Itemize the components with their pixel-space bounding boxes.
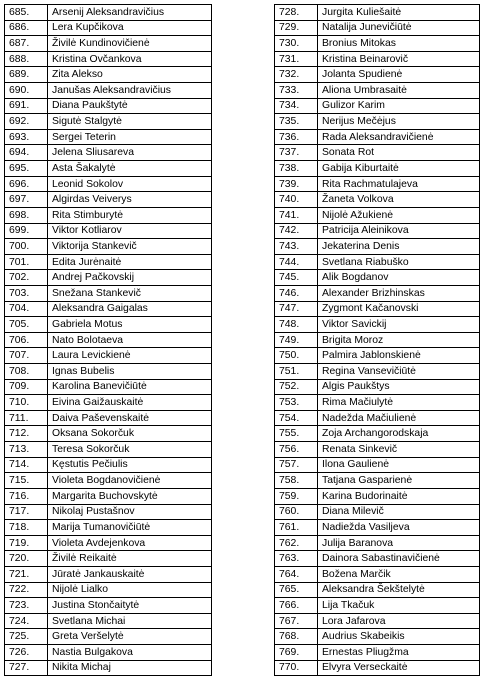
table-row [275,317,480,333]
row-number: 697. [5,192,48,208]
row-number: 699. [5,223,48,239]
row-number: 707. [5,348,48,364]
person-name: Svetlana Riabuško [318,254,480,270]
row-number: 686. [5,20,48,36]
person-name: Regina Vansevičiūtė [318,364,480,380]
person-name: Zoja Archangorodskaja [318,426,480,442]
person-name: Gabija Kiburtaitė [318,161,480,177]
row-number: 695. [5,161,48,177]
row-number: 758. [275,473,318,489]
person-name: Brigita Moroz [318,332,480,348]
person-name: Jūratė Jankauskaitė [48,566,212,582]
person-name: Lera Kupčikova [48,20,212,36]
row-number: 691. [5,98,48,114]
table-row [5,301,212,317]
person-name: Violeta Avdejenkova [48,535,212,551]
table-row [275,301,480,317]
person-name: Jurgita Kuliešaitė [318,5,480,21]
person-name: Živilė Kundinovičienė [48,36,212,52]
person-name: Karina Budorinaitė [318,488,480,504]
person-name: Daiva Paševenskaitė [48,410,212,426]
person-name: Algirdas Veiverys [48,192,212,208]
row-number: 722. [5,582,48,598]
table-row [275,598,480,614]
table-row [275,629,480,645]
person-name: Palmira Jablonskienė [318,348,480,364]
table-row [5,317,212,333]
person-name: Andrej Pačkovskij [48,270,212,286]
person-name: Nerijus Mečėjus [318,114,480,130]
table-row [275,442,480,458]
row-number: 745. [275,270,318,286]
table-row [275,223,480,239]
row-number: 720. [5,551,48,567]
table-row [5,83,212,99]
row-number: 733. [275,83,318,99]
person-name: Sergei Teterin [48,129,212,145]
row-number: 709. [5,379,48,395]
row-number: 724. [5,613,48,629]
table-row [275,129,480,145]
table-row [5,161,212,177]
table-row [5,254,212,270]
row-number: 756. [275,442,318,458]
person-name: Diana Milevič [318,504,480,520]
person-name: Aleksandra Šekštelytė [318,582,480,598]
row-number: 708. [5,364,48,380]
table-row [275,410,480,426]
person-name: Greta Veršelytė [48,629,212,645]
row-number: 711. [5,410,48,426]
person-name: Karolina Banevičiūtė [48,379,212,395]
row-number: 740. [275,192,318,208]
person-name: Algis Paukštys [318,379,480,395]
row-number: 770. [275,660,318,676]
person-name: Viktor Kotliarov [48,223,212,239]
person-name: Marija Tumanovičiūtė [48,520,212,536]
person-name: Kristina Beinarovič [318,51,480,67]
table-row [5,239,212,255]
table-row [275,473,480,489]
table-row [275,207,480,223]
person-name: Edita Jurėnaitė [48,254,212,270]
row-number: 688. [5,51,48,67]
row-number: 732. [275,67,318,83]
row-number: 753. [275,395,318,411]
table-row [5,20,212,36]
row-number: 759. [275,488,318,504]
person-name: Rita Stimburytė [48,207,212,223]
person-name: Snežana Stankevič [48,285,212,301]
row-number: 701. [5,254,48,270]
table-row [5,504,212,520]
table-row [5,379,212,395]
table-row [275,395,480,411]
table-row [275,644,480,660]
roster-table-left [4,4,212,676]
table-row [275,364,480,380]
person-name: Nadežda Mačiulienė [318,410,480,426]
table-row [275,270,480,286]
person-name: Jolanta Spudienė [318,67,480,83]
person-name: Ignas Bubelis [48,364,212,380]
table-row [5,176,212,192]
row-number: 706. [5,332,48,348]
table-row [5,551,212,567]
person-name: Kristina Ovčankova [48,51,212,67]
table-row [275,613,480,629]
table-row [5,535,212,551]
row-number: 757. [275,457,318,473]
table-row [5,566,212,582]
row-number: 747. [275,301,318,317]
person-name: Jelena Sliusareva [48,145,212,161]
person-name: Aliona Umbrasaitė [318,83,480,99]
table-row [5,598,212,614]
person-name: Elvyra Verseckaitė [318,660,480,676]
row-number: 749. [275,332,318,348]
table-row [275,582,480,598]
table-row [5,67,212,83]
table-row [275,551,480,567]
person-name: Alexander Brizhinskas [318,285,480,301]
table-row [275,83,480,99]
row-number: 719. [5,535,48,551]
row-number: 769. [275,644,318,660]
row-number: 730. [275,36,318,52]
table-row [5,629,212,645]
row-number: 752. [275,379,318,395]
person-name: Rita Rachmatulajeva [318,176,480,192]
table-row [5,520,212,536]
table-row [275,114,480,130]
person-name: Nadiežda Vasiljeva [318,520,480,536]
row-number: 728. [275,5,318,21]
row-number: 741. [275,207,318,223]
table-row [275,348,480,364]
person-name: Kęstutis Pečiulis [48,457,212,473]
table-row [275,535,480,551]
person-name: Asta Šakalytė [48,161,212,177]
row-number: 713. [5,442,48,458]
table-row [275,566,480,582]
person-name: Gulizor Karim [318,98,480,114]
table-row [5,582,212,598]
row-number: 705. [5,317,48,333]
table-row [5,442,212,458]
person-name: Rima Mačiulytė [318,395,480,411]
table-row [5,192,212,208]
table-row [5,223,212,239]
row-number: 692. [5,114,48,130]
person-name: Ernestas Pliugžma [318,644,480,660]
person-name: Zygmont Kačanovski [318,301,480,317]
roster-table-right [274,4,480,676]
table-row [5,285,212,301]
table-row [5,457,212,473]
row-number: 754. [275,410,318,426]
row-number: 764. [275,566,318,582]
row-number: 755. [275,426,318,442]
person-name: Nijolė Ažukienė [318,207,480,223]
row-number: 712. [5,426,48,442]
table-row [275,98,480,114]
row-number: 750. [275,348,318,364]
table-row [5,364,212,380]
table-row [5,5,212,21]
row-number: 726. [5,644,48,660]
row-number: 717. [5,504,48,520]
person-name: Božena Marčik [318,566,480,582]
table-row [5,488,212,504]
row-number: 700. [5,239,48,255]
table-row [5,51,212,67]
row-number: 721. [5,566,48,582]
table-row [5,98,212,114]
row-number: 702. [5,270,48,286]
table-row [275,379,480,395]
row-number: 693. [5,129,48,145]
person-name: Justina Stončaitytė [48,598,212,614]
row-number: 725. [5,629,48,645]
person-name: Nato Bolotaeva [48,332,212,348]
row-number: 737. [275,145,318,161]
person-name: Laura Levickienė [48,348,212,364]
table-row [5,613,212,629]
table-row [5,36,212,52]
row-number: 736. [275,129,318,145]
table-row [5,348,212,364]
table-row [5,129,212,145]
row-number: 765. [275,582,318,598]
person-name: Živilė Reikaitė [48,551,212,567]
row-number: 761. [275,520,318,536]
row-number: 715. [5,473,48,489]
table-row [5,332,212,348]
row-number: 714. [5,457,48,473]
row-number: 742. [275,223,318,239]
row-number: 735. [275,114,318,130]
person-name: Bronius Mitokas [318,36,480,52]
row-number: 743. [275,239,318,255]
row-number: 704. [5,301,48,317]
table-row [5,473,212,489]
person-name: Tatjana Gasparienė [318,473,480,489]
row-number: 685. [5,5,48,21]
row-number: 748. [275,317,318,333]
row-number: 731. [275,51,318,67]
table-row [5,660,212,676]
person-name: Nijolė Lialko [48,582,212,598]
table-row [5,410,212,426]
table-row [5,114,212,130]
person-name: Lora Jafarova [318,613,480,629]
row-number: 768. [275,629,318,645]
row-number: 729. [275,20,318,36]
row-number: 716. [5,488,48,504]
table-row [275,5,480,21]
person-name: Margarita Buchovskytė [48,488,212,504]
person-name: Janušas Aleksandravičius [48,83,212,99]
row-number: 763. [275,551,318,567]
table-row [275,488,480,504]
person-name: Diana Paukštytė [48,98,212,114]
table-row [275,239,480,255]
table-row [5,207,212,223]
person-name: Rada Aleksandravičienė [318,129,480,145]
row-number: 703. [5,285,48,301]
row-number: 766. [275,598,318,614]
table-row [275,192,480,208]
person-name: Gabriela Motus [48,317,212,333]
person-name: Violeta Bogdanovičienė [48,473,212,489]
table-row [275,67,480,83]
table-row [275,332,480,348]
person-name: Lija Tkačuk [318,598,480,614]
person-name: Nikita Michaj [48,660,212,676]
person-name: Renata Sinkevič [318,442,480,458]
row-number: 751. [275,364,318,380]
row-number: 718. [5,520,48,536]
table-row [275,145,480,161]
table-row [5,145,212,161]
person-name: Patricija Aleinikova [318,223,480,239]
table-row [275,660,480,676]
row-number: 767. [275,613,318,629]
table-row [5,426,212,442]
person-name: Dainora Sabastinavičienė [318,551,480,567]
row-number: 694. [5,145,48,161]
person-name: Arsenij Aleksandravičius [48,5,212,21]
row-number: 746. [275,285,318,301]
person-name: Viktorija Stankevič [48,239,212,255]
row-number: 744. [275,254,318,270]
row-number: 696. [5,176,48,192]
person-name: Jekaterina Denis [318,239,480,255]
table-row [5,270,212,286]
row-number: 760. [275,504,318,520]
table-row [275,426,480,442]
row-number: 762. [275,535,318,551]
table-row [275,20,480,36]
person-name: Oksana Sokorčuk [48,426,212,442]
row-number: 727. [5,660,48,676]
table-row [275,51,480,67]
table-row [275,176,480,192]
person-name: Julija Baranova [318,535,480,551]
table-row [275,161,480,177]
table-row [275,457,480,473]
table-row [275,504,480,520]
person-name: Ilona Gaulienė [318,457,480,473]
table-row [275,285,480,301]
person-name: Alik Bogdanov [318,270,480,286]
row-number: 689. [5,67,48,83]
row-number: 723. [5,598,48,614]
table-row [275,520,480,536]
table-row [275,36,480,52]
person-name: Viktor Savickij [318,317,480,333]
person-name: Zita Alekso [48,67,212,83]
person-name: Aleksandra Gaigalas [48,301,212,317]
person-name: Leonid Sokolov [48,176,212,192]
row-number: 698. [5,207,48,223]
person-name: Eivina Gaižauskaitė [48,395,212,411]
row-number: 739. [275,176,318,192]
person-name: Svetlana Michai [48,613,212,629]
row-number: 734. [275,98,318,114]
person-name: Nastia Bulgakova [48,644,212,660]
table-row [275,254,480,270]
person-name: Sigutė Stalgytė [48,114,212,130]
table-row [5,395,212,411]
person-name: Nikolaj Pustašnov [48,504,212,520]
person-name: Audrius Skabeikis [318,629,480,645]
person-name: Teresa Sokorčuk [48,442,212,458]
table-row [5,644,212,660]
person-name: Žaneta Volkova [318,192,480,208]
row-number: 710. [5,395,48,411]
row-number: 738. [275,161,318,177]
row-number: 687. [5,36,48,52]
person-name: Sonata Rot [318,145,480,161]
row-number: 690. [5,83,48,99]
person-name: Natalija Junevičiūtė [318,20,480,36]
